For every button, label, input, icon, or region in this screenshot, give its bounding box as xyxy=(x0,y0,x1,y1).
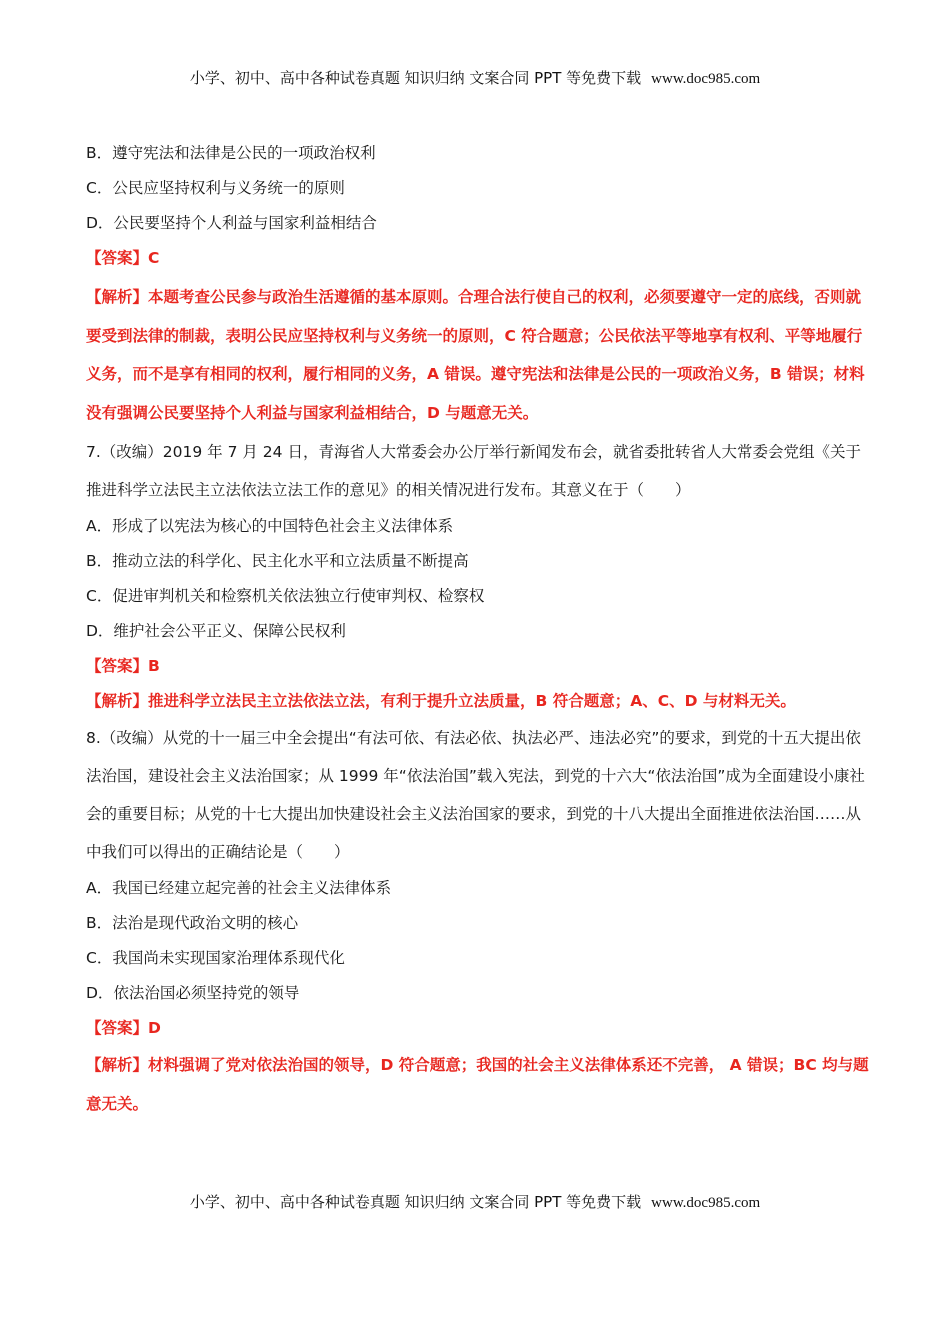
footer-text: 小学、初中、高中各种试卷真题 知识归纳 文案合同 PPT 等免费下载 xyxy=(189,1193,642,1211)
q8-analysis: 【解析】材料强调了党对依法治国的领导，D 符合题意；我国的社会主义法律体系还不完善， A 错误；BC 均与题意无关。 xyxy=(86,1056,869,1113)
q8-stem: 8.（改编）从党的十一届三中全会提出“有法可依、有法必依、执法必严、违法必究”的要求，到党的十五大提出依法治国，建设社会主义法治国家；从 1999 年“依法治国”载入宪法，到党的十六大“依法治国”成为全面建设小康社会的重要目标；从党的十七大提出加快建设社会主义法治国家的要求，到党的十八大提出全面推进依法治国……从中我们可以得出的正确结论是（ ） xyxy=(86,729,865,861)
q7-analysis: 【解析】推进科学立法民主立法依法立法，有利于提升立法质量，B 符合题意；A、C、D 与材料无关。 xyxy=(86,692,796,710)
q6-option-c: C．公民应坚持权利与义务统一的原则 xyxy=(86,179,345,197)
q7-option-a: A．形成了以宪法为核心的中国特色社会主义法律体系 xyxy=(86,517,454,535)
page-header xyxy=(0,67,950,88)
question-6 xyxy=(86,136,876,432)
document-body xyxy=(86,136,876,1123)
q8-option-d: D．依法治国必须坚持党的领导 xyxy=(86,984,300,1002)
q6-option-b: B．遵守宪法和法律是公民的一项政治权利 xyxy=(86,144,376,162)
q6-answer: 【答案】C xyxy=(86,249,160,267)
q8-option-c: C．我国尚未实现国家治理体系现代化 xyxy=(86,949,345,967)
q8-answer: 【答案】D xyxy=(86,1019,161,1037)
q8-option-b: B．法治是现代政治文明的核心 xyxy=(86,914,299,932)
q7-option-c: C．促进审判机关和检察机关依法独立行使审判权、检察权 xyxy=(86,587,485,605)
q7-stem: 7.（改编）2019 年 7 月 24 日，青海省人大常委会办公厅举行新闻发布会，就省委批转省人大常委会党组《关于推进科学立法民主立法依法立法工作的意见》的相关情况进行发布。其意义在于（ ） xyxy=(86,443,861,499)
page-footer xyxy=(0,1191,950,1212)
q7-option-d: D．维护社会公平正义、保障公民权利 xyxy=(86,622,346,640)
q6-option-d: D．公民要坚持个人利益与国家利益相结合 xyxy=(86,214,377,232)
question-8 xyxy=(86,719,876,1123)
q7-option-b: B．推动立法的科学化、民主化水平和立法质量不断提高 xyxy=(86,552,469,570)
q7-answer: 【答案】B xyxy=(86,657,160,675)
header-site-link[interactable]: www.doc985.com xyxy=(651,71,761,87)
question-7 xyxy=(86,433,876,719)
footer-site-link[interactable]: www.doc985.com xyxy=(651,1195,761,1211)
header-text: 小学、初中、高中各种试卷真题 知识归纳 文案合同 PPT 等免费下载 xyxy=(189,69,642,87)
q6-analysis: 【解析】本题考查公民参与政治生活遵循的基本原则。合理合法行使自己的权利，必须要遵守一定的底线，否则就要受到法律的制裁，表明公民应坚持权利与义务统一的原则，C 符合题意；公民依法平等地享有权利、平等地履行义务，而不是享有相同的权利，履行相同的义务，A 错误。遵守宪法和法律是公民的一项政治义务，B 错误；材料没有强调公民要坚持个人利益与国家利益相结合，D 与题意无关。 xyxy=(86,288,865,422)
q8-option-a: A．我国已经建立起完善的社会主义法律体系 xyxy=(86,879,392,897)
